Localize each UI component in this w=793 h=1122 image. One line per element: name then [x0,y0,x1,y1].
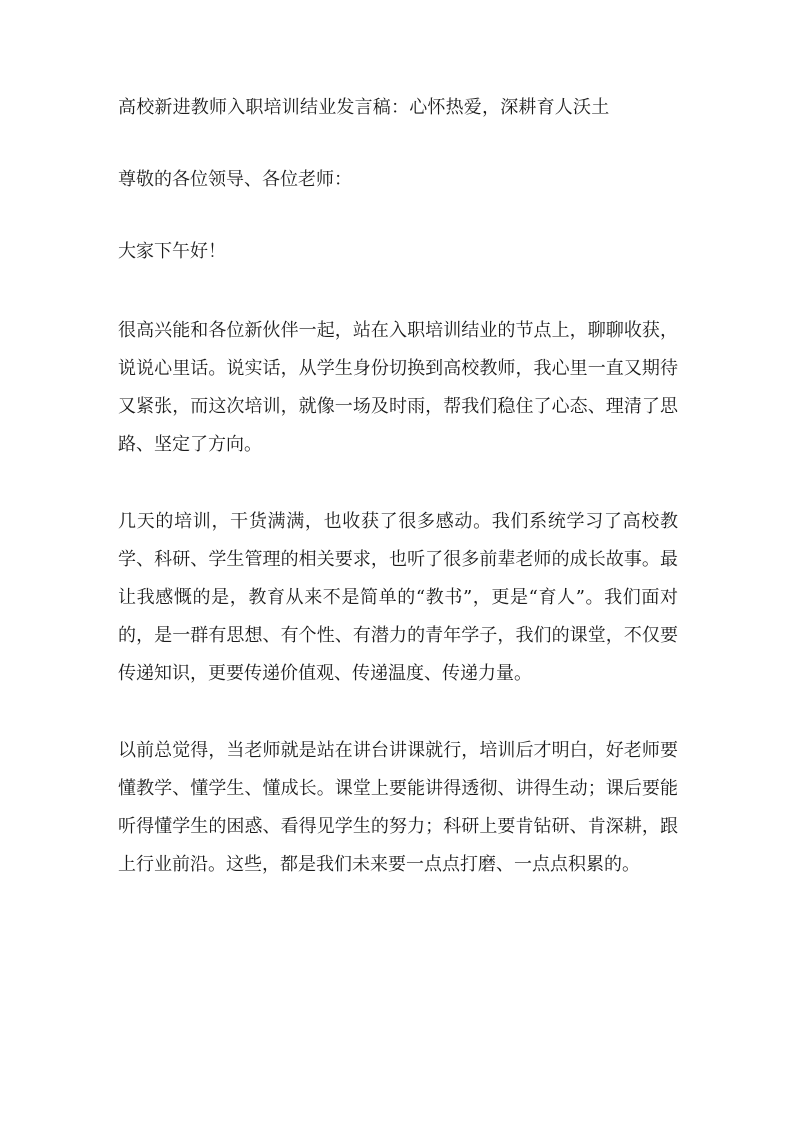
document-page [118,96,678,923]
greeting: 大家下午好！ [118,241,226,262]
paragraph-2: 几天的培训，干货满满，也收获了很多感动。我们系统学习了高校教学、科研、学生管理的相关要求，也听了很多前辈老师的成长故事。最让我感慨的是，教育从来不是简单的“教书”，更是“育人”。我们面对的，是一群有思想、有个性、有潜力的青年学子，我们的课堂，不仅要传递知识，更要传递价值观、传递温度、传递力量。 [118,511,678,684]
salutation: 尊敬的各位领导、各位老师： [118,169,352,190]
paragraph-1: 很高兴能和各位新伙伴一起，站在入职培训结业的节点上，聊聊收获，说说心里话。说实话，从学生身份切换到高校教师，我心里一直又期待又紧张，而这次培训，就像一场及时雨，帮我们稳住了心态、理清了思路、坚定了方向。 [118,320,678,455]
document-title: 高校新进教师入职培训结业发言稿：心怀热爱，深耕育人沃土 [118,97,610,118]
paragraph-3: 以前总觉得，当老师就是站在讲台讲课就行，培训后才明白，好老师要懂教学、懂学生、懂成长。课堂上要能讲得透彻、讲得生动；课后要能听得懂学生的困惑、看得见学生的努力；科研上要肯钻研、肯深耕，跟上行业前沿。这些，都是我们未来要一点点打磨、一点点积累的。 [118,740,678,875]
